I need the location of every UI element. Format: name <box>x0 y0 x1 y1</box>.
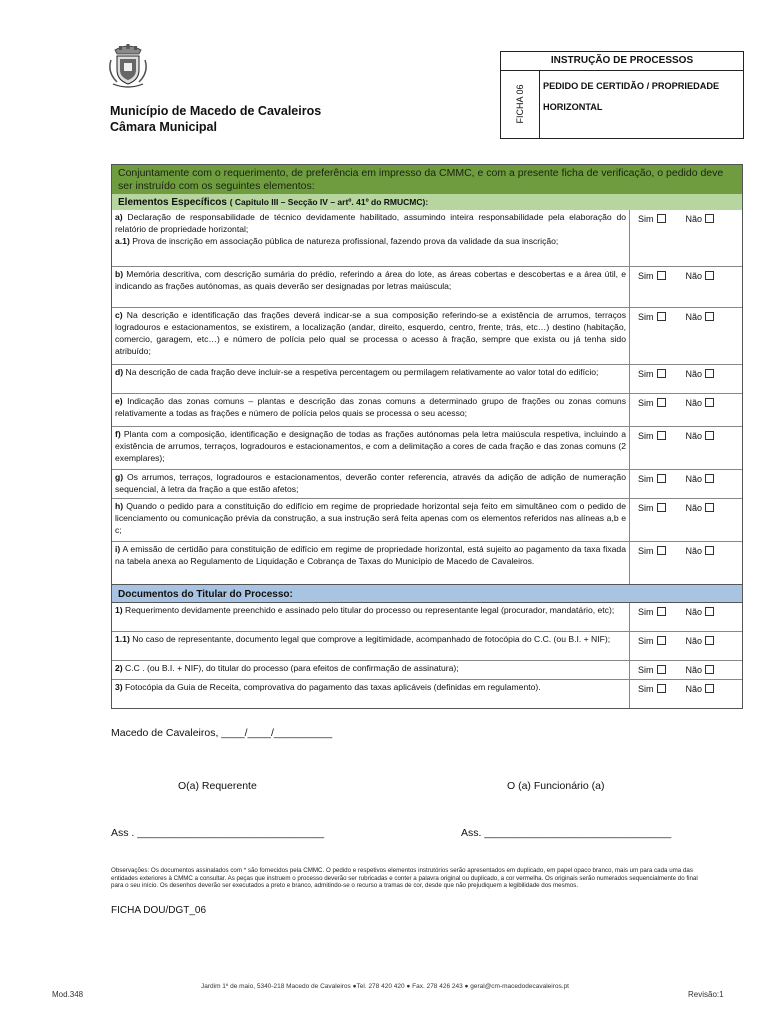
nao-label: Não <box>685 474 703 484</box>
checklist-item-text <box>112 210 630 266</box>
sim-checkbox[interactable] <box>657 684 666 693</box>
nao-label: Não <box>685 398 703 408</box>
nao-label: Não <box>685 546 703 556</box>
item-sub-letter: a.1) <box>115 236 130 246</box>
nao-checkbox[interactable] <box>705 607 714 616</box>
item-letter: 2) <box>115 663 123 673</box>
item-description: Fotocópia da Guia de Receita, comprovativa do pagamento das taxas aplicáveis (definidas em regulamento). <box>125 682 541 692</box>
checklist-row <box>112 393 742 426</box>
sim-option[interactable] <box>638 607 666 617</box>
sim-checkbox[interactable] <box>657 398 666 407</box>
nao-label: Não <box>685 636 703 646</box>
nao-option[interactable] <box>686 398 715 408</box>
item-description: Requerimento devidamente preenchido e assinado pelo titular do processo ou representante legal (procurador, mandatário, etc); <box>125 605 615 615</box>
nao-label: Não <box>685 312 703 322</box>
item-description: Indicação das zonas comuns – plantas e descrição das zonas comuns a determinado grupo de frações ou zonas comuns relativamente a todas as frações e número de polícia pelos quais se processa o seu acesso; <box>115 396 626 418</box>
nao-label: Não <box>685 665 703 675</box>
sim-checkbox[interactable] <box>657 503 666 512</box>
item-letter: h) <box>115 501 124 511</box>
checklist-item-text <box>112 308 630 364</box>
yes-no-options <box>630 365 742 393</box>
sim-option[interactable] <box>638 214 666 224</box>
municipal-crest-logo <box>103 40 153 90</box>
item-letter: f) <box>115 429 121 439</box>
checklist-row <box>112 364 742 393</box>
nao-label: Não <box>685 503 703 513</box>
yes-no-options <box>630 394 742 426</box>
yes-no-options <box>630 632 742 660</box>
checklist-row <box>112 660 742 679</box>
sim-option[interactable] <box>638 636 666 646</box>
sim-checkbox[interactable] <box>657 431 666 440</box>
sim-option[interactable] <box>638 684 666 694</box>
item-sub-description: Prova de inscrição em associação pública de natureza profissional, fazendo prova da validade da sua inscrição; <box>132 236 559 246</box>
request-type-line2: HORIZONTAL <box>543 102 603 112</box>
sim-option[interactable] <box>638 312 666 322</box>
nao-label: Não <box>685 607 703 617</box>
nao-option[interactable] <box>686 214 715 224</box>
nao-checkbox[interactable] <box>705 546 714 555</box>
nao-option[interactable] <box>686 431 715 441</box>
checklist-row <box>112 426 742 469</box>
item-letter: 1.1) <box>115 634 130 644</box>
nao-option[interactable] <box>686 607 715 617</box>
sim-checkbox[interactable] <box>657 665 666 674</box>
yes-no-options <box>630 210 742 266</box>
sim-label: Sim <box>638 369 654 379</box>
nao-checkbox[interactable] <box>705 684 714 693</box>
nao-checkbox[interactable] <box>705 369 714 378</box>
nao-option[interactable] <box>686 474 715 484</box>
nao-checkbox[interactable] <box>705 431 714 440</box>
nao-option[interactable] <box>686 312 715 322</box>
item-description: Quando o pedido para a constituição do edifício em regime de propriedade horizontal seja feito em simultâneo com o pedido de licenciamento ou comunicação prévia da construção, a sua instrução será feita apenas com os elementos referidos nas alíneas a,b e c; <box>115 501 626 535</box>
nao-checkbox[interactable] <box>705 214 714 223</box>
yes-no-options <box>630 661 742 679</box>
sim-label: Sim <box>638 607 654 617</box>
nao-option[interactable] <box>686 503 715 513</box>
checklist-row <box>112 603 742 631</box>
checklist-item-text <box>112 394 630 426</box>
checklist-form <box>111 164 743 709</box>
chamber-name: Câmara Municipal <box>110 120 217 134</box>
sim-label: Sim <box>638 312 654 322</box>
sim-option[interactable] <box>638 665 666 675</box>
checklist-row <box>112 498 742 541</box>
sim-label: Sim <box>638 684 654 694</box>
sim-label: Sim <box>638 398 654 408</box>
sim-checkbox[interactable] <box>657 546 666 555</box>
nao-label: Não <box>685 369 703 379</box>
nao-checkbox[interactable] <box>705 636 714 645</box>
yes-no-options <box>630 470 742 498</box>
nao-checkbox[interactable] <box>705 398 714 407</box>
checklist-row <box>112 679 742 708</box>
sim-checkbox[interactable] <box>657 369 666 378</box>
checklist-item-text <box>112 632 630 660</box>
section-specific-header <box>112 194 742 210</box>
sim-option[interactable] <box>638 369 666 379</box>
requerente-signature-line: Ass . ________________________________ <box>111 827 325 839</box>
checklist-row <box>112 266 742 307</box>
checklist-item-text <box>112 427 630 469</box>
item-description: No caso de representante, documento legal que comprove a legitimidade, acompanhado de fotocópia do C.C. (ou B.I. + NIF); <box>132 634 611 644</box>
yes-no-options <box>630 603 742 631</box>
ficha-label: FICHA 06 <box>515 84 525 124</box>
sim-label: Sim <box>638 665 654 675</box>
revision-number: Revisão:1 <box>688 990 724 999</box>
nao-checkbox[interactable] <box>705 474 714 483</box>
checklist-row <box>112 631 742 660</box>
sim-option[interactable] <box>638 474 666 484</box>
item-letter: b) <box>115 269 124 279</box>
nao-checkbox[interactable] <box>705 312 714 321</box>
request-type <box>543 76 739 118</box>
sim-checkbox[interactable] <box>657 214 666 223</box>
yes-no-options <box>630 680 742 708</box>
yes-no-options <box>630 542 742 584</box>
item-letter: 1) <box>115 605 123 615</box>
checklist-item-text <box>112 661 630 679</box>
checklist-item-text <box>112 267 630 307</box>
checklist-item-text <box>112 470 630 498</box>
section-owner-header: Documentos do Titular do Processo: <box>112 584 742 603</box>
instruction-box <box>500 51 744 139</box>
sim-option[interactable] <box>638 546 666 556</box>
checklist-row <box>112 210 742 266</box>
checklist-item-text <box>112 542 630 584</box>
yes-no-options <box>630 308 742 364</box>
sim-option[interactable] <box>638 503 666 513</box>
nao-label: Não <box>685 271 703 281</box>
municipality-heading <box>110 103 321 135</box>
item-letter: c) <box>115 310 123 320</box>
item-description: C.C . (ou B.I. + NIF), do titular do processo (para efeitos de confirmação de assinatura); <box>125 663 459 673</box>
ficha-cell <box>501 70 540 138</box>
nao-label: Não <box>685 214 703 224</box>
yes-no-options <box>630 267 742 307</box>
checklist-item-text <box>112 603 630 631</box>
sim-option[interactable] <box>638 431 666 441</box>
checklist-row <box>112 469 742 498</box>
footer-contact: Jardim 1º de maio, 5340-218 Macedo de Cavaleiros ●Tel. 278 420 420 ● Fax. 278 426 243 ● geral@cm-macedodecavaleiros.pt <box>201 983 569 990</box>
nao-checkbox[interactable] <box>705 503 714 512</box>
sim-label: Sim <box>638 474 654 484</box>
sim-checkbox[interactable] <box>657 474 666 483</box>
sim-checkbox[interactable] <box>657 312 666 321</box>
checklist-item-text <box>112 499 630 541</box>
model-number: Mod.348 <box>52 990 84 999</box>
item-letter: g) <box>115 472 124 482</box>
sim-label: Sim <box>638 271 654 281</box>
requerente-label: O(a) Requerente <box>178 780 257 792</box>
section-specific-title: Elementos Específicos <box>118 197 227 208</box>
funcionario-signature-line: Ass. ________________________________ <box>461 827 672 839</box>
item-letter: e) <box>115 396 123 406</box>
item-description: Na descrição e identificação das frações deverá indicar-se a sua composição referindo-se a existência de arrumos, terraços logradouros e estacionamentos, se existirem, a localização (andar, direito, esquerdo, centro, frente, trás, etc…) destino (habitação, comercio, garagem, etc…) e número de polícia pelo qual se processa o acesso à fração, sempre que exista ou já tenha sido atribuído; <box>115 310 627 356</box>
yes-no-options <box>630 499 742 541</box>
sim-label: Sim <box>638 431 654 441</box>
observations-note: Observações: Os documentos assinalados com * são fornecidos pela CMMC. O pedido e respetivos elementos instrutórios serão apresentados em duplicado, em papel opaco branco, mais um para cada uma das entidades exteriores à CMMC a consultar. As peças que instruem o processo deverão ser rubricadas e conter a palavra original ou duplicado, a cor vermelha. Os originais serão numerados sequencialmente do final para o seu início. Os desenhos deverão ser executados a preto e branco, admitindo-se o recurso a tramas de cor, desde que não prejudiquem a legibilidade dos mesmos. <box>111 867 698 890</box>
item-description: Declaração de responsabilidade de técnico devidamente habilitado, assumindo inteira responsabilidade pela elaboração do relatório de propriedade horizontal; <box>115 212 626 234</box>
section-specific-subtitle: ( Capitulo III – Secção IV – artº. 41º do RMUCMC): <box>229 197 429 207</box>
nao-label: Não <box>685 431 703 441</box>
intro-band: Conjuntamente com o requerimento, de preferência em impresso da CMMC, e com a presente ficha de verificação, o pedido deve ser instruído com os seguintes elementos: <box>112 165 742 194</box>
form-code: FICHA DOU/DGT_06 <box>111 905 207 916</box>
nao-option[interactable] <box>686 271 715 281</box>
item-description: Planta com a composição, identificação e designação de todas as frações autónomas pela letra maiúscula respetiva, incluindo a existência de arrumos, terraços, logradouros e estacionamentos, e com a delimitação a cores de cada fração e das zonas comuns (2 exemplares); <box>115 429 627 463</box>
nao-option[interactable] <box>686 684 715 694</box>
sim-checkbox[interactable] <box>657 607 666 616</box>
item-description: A emissão de certidão para constituição de edifício em regime de propriedade horizontal, está sujeito ao pagamento da taxa fixada na tabela anexa ao Regulamento de Liquidação e Cobrança de Taxas do Município de Macedo de Cavaleiros. <box>115 544 626 566</box>
checklist-row <box>112 307 742 364</box>
nao-option[interactable] <box>686 636 715 646</box>
item-letter: 3) <box>115 682 123 692</box>
sim-option[interactable] <box>638 271 666 281</box>
funcionario-label: O (a) Funcionário (a) <box>507 780 605 792</box>
nao-option[interactable] <box>686 665 715 675</box>
sim-checkbox[interactable] <box>657 271 666 280</box>
item-description: Na descrição de cada fração deve incluir-se a respetiva percentagem ou permilagem relativamente ao valor total do edifício; <box>125 367 599 377</box>
sim-label: Sim <box>638 636 654 646</box>
request-type-line1: PEDIDO DE CERTIDÃO / PROPRIEDADE <box>543 81 720 91</box>
nao-option[interactable] <box>686 369 715 379</box>
item-description: Memória descritiva, com descrição sumária do prédio, referindo a área do lote, as áreas cobertas e descobertas e a área útil, e indicando as frações autónomas, as quais deverão ser designadas por letras maiúscula; <box>115 269 626 291</box>
instruction-title: INSTRUÇÃO DE PROCESSOS <box>501 52 743 71</box>
yes-no-options <box>630 427 742 469</box>
nao-label: Não <box>685 684 703 694</box>
municipality-name: Município de Macedo de Cavaleiros <box>110 104 322 118</box>
sim-checkbox[interactable] <box>657 636 666 645</box>
sim-label: Sim <box>638 214 654 224</box>
sim-label: Sim <box>638 546 654 556</box>
nao-checkbox[interactable] <box>705 271 714 280</box>
checklist-item-text <box>112 680 630 708</box>
specific-items-list <box>112 210 742 584</box>
place-date-line: Macedo de Cavaleiros, ____/____/__________ <box>111 727 333 739</box>
item-description: Os arrumos, terraços, logradouros e estacionamentos, deverão conter referencia, através da adição de adição de numeração sequencial, à letra da fração a que estão afetos; <box>115 472 626 494</box>
checklist-item-text <box>112 365 630 393</box>
nao-option[interactable] <box>686 546 715 556</box>
checklist-row <box>112 541 742 584</box>
sim-label: Sim <box>638 503 654 513</box>
owner-items-list <box>112 603 742 708</box>
item-letter: d) <box>115 367 124 377</box>
sim-option[interactable] <box>638 398 666 408</box>
item-letter: a) <box>115 212 123 222</box>
nao-checkbox[interactable] <box>705 665 714 674</box>
item-letter: i) <box>115 544 121 554</box>
